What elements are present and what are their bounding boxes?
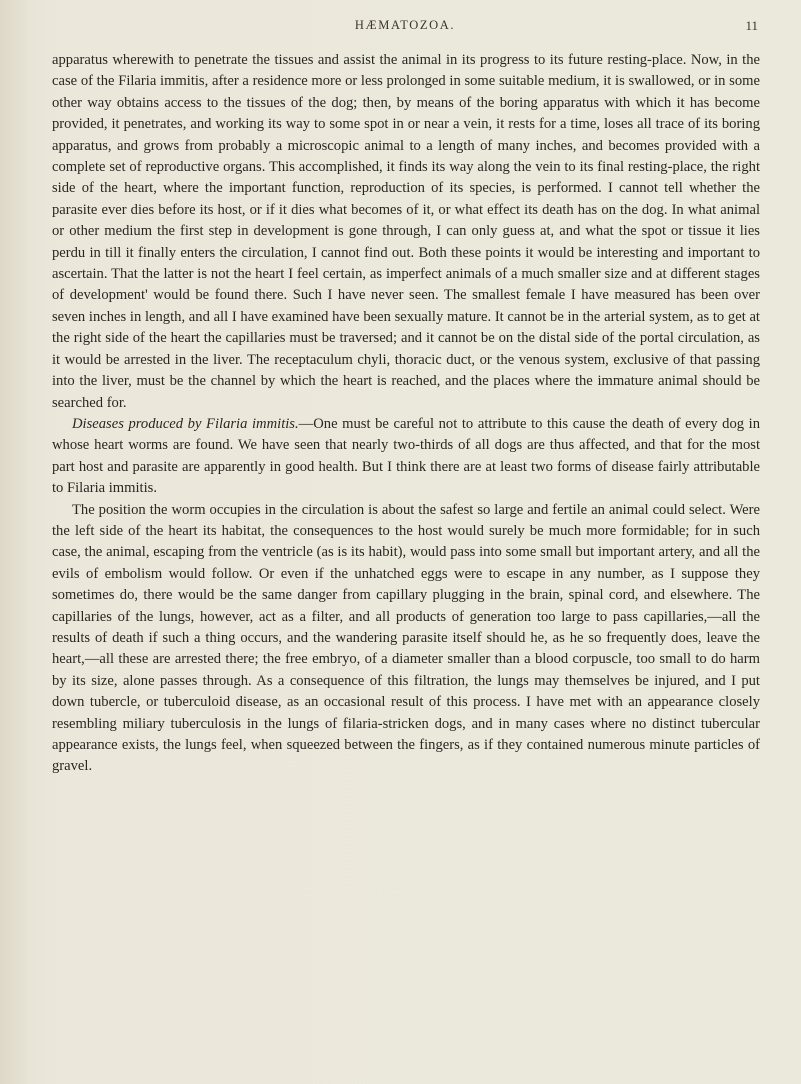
paragraph-1: apparatus wherewith to penetrate the tissues and assist the animal in its progress to its future resting-place. Now, in the case of the Filaria immitis, after a residence more or less prolonged in some suitable medium, it is swallowed, or in some other way obtains access to the tissues of the dog; then, by means of the boring apparatus with which it has become provided, it penetrates, and working its way to some spot in or near a vein, it rests for a time, loses all trace of its boring apparatus, and grows from probably a microscopic animal to a length of many inches, and becomes provided with a complete set of reproductive organs. This accomplished, it finds its way along the vein to its final resting-place, the right side of the heart, where the important function, reproduction of its species, is performed. I cannot tell whether the parasite ever dies before its host, or if it dies what becomes of it, or what effect its death has on the dog. In what animal or other medium the first step in development is gone through, I can only guess at, and what the spot or tissue it lies perdu in till it finally enters the circulation, I cannot find out. Both these points it would be interesting and important to ascertain. That the latter is not the heart I feel certain, as imperfect animals of a much smaller size and at different stages of development' would be found there. Such I have never seen. The smallest female I have measured has been over seven inches in length, and all I have examined have been sexually mature. It cannot be in the arterial system, as to get at the right side of the heart the capillaries must be traversed; and it cannot be on the distal side of the portal circulation, as it would be arrested in the liver. The receptaculum chyli, thoracic duct, or the venous system, exclusive of that passing into the liver, must be the channel by which the heart is reached, and the places where the immature animal should be searched for. (52, 52, 760, 411)
section-heading-diseases: Diseases produced by Filaria immitis. (72, 415, 299, 432)
paragraph-3: The position the worm occupies in the circulation is about the safest so large and fertile an animal could select. Were the left side of the heart its habitat, the consequences to the host would surely be much more formidable; for in such case, the animal, escaping from the ventricle (as is its habit), would pass into some small but important artery, and all the evils of embolism would follow. Or even if the unhatched eggs were to escape in any number, as I suppose they sometimes do, there would be the same danger from capillary plugging in the brain, spinal cord, and elsewhere. The capillaries of the lungs, however, act as a filter, and all products of generation too large to pass capillaries,—all the results of death if such a thing occurs, and the wandering parasite itself should he, as he so frequently does, leave the heart,—all these are arrested there; the free embryo, of a diameter smaller than a blood corpuscle, too small to do harm by its size, alone passes through. As a consequence of this filtration, the lungs may themselves be injured, and I put down tubercle, or tuberculoid disease, as an occasional result of this process. I have met with an appearance closely resembling miliary tuberculosis in the lungs of filaria-stricken dogs, and in many cases where no distinct tubercular appearance exists, the lungs feel, when squeezed between the fingers, as if they contained numerous minute particles of gravel. (52, 501, 760, 775)
paragraph-2-text: —One must be careful not to attribute to this cause the death of every dog in whose heart worms are found. We have seen that nearly two-thirds of all dogs are thus affected, and that for the most part host and parasite are apparently in good health. But I think there are at least two forms of disease fairly attributable to Filaria immitis. (52, 415, 760, 497)
page-number: 11 (745, 18, 758, 33)
running-head: HÆMATOZOA. (354, 18, 456, 32)
body-text (52, 50, 760, 778)
page-header (52, 18, 758, 38)
paragraph-2 (52, 414, 760, 500)
